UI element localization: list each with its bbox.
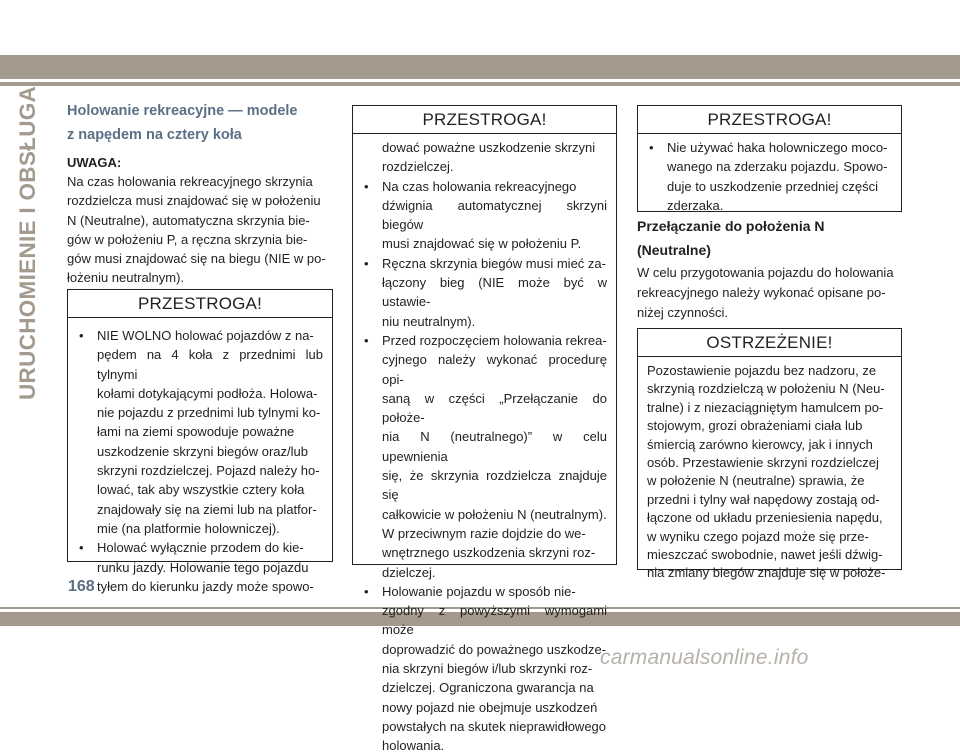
caution-item: • Holować wyłącznie przodem do kie- runku jazdy. Holowanie tego pojazdu tyłem do kierunku jazdy może spowo- (77, 538, 323, 596)
header-band (0, 55, 960, 79)
subsection-heading: Przełączanie do położenia N (Neutralne) (637, 218, 825, 258)
warning-box-neutral (637, 328, 902, 581)
caution-item: • Holowanie pojazdu w sposób nie- zgodny z powyższymi wymogami może doprowadzić do poważnego uszkodze- nia skrzyni biegów i/lub skrzynki roz- dzielczej. Ograniczona gwarancja na nowy pojazd nie obejmuje uszkodzeń powstałych na skutek nieprawidłowego holowania. (362, 582, 607, 756)
caution-box-continued (352, 105, 617, 754)
caution-item: • Na czas holowania rekreacyjnego dźwignia automatycznej skrzyni biegów musi znajdować się w położeniu P. (362, 177, 607, 254)
watermark: carmanualsonline.info (600, 646, 809, 669)
note-text: Na czas holowania rekreacyjnego skrzynia rozdzielcza musi znajdować się w położeniu N (Neutralne), automatyczna skrzynia bie- gów w położeniu P, a ręczna skrzynia bie- gów musi znajdować się na biegu (NIE w po- łożeniu neutralnym). (67, 174, 326, 286)
caution-item: • Przed rozpoczęciem holowania rekrea- cyjnego należy wykonać procedurę opi- saną w części „Przełączanie do położe- nia N (neutralnego)” w celu upewnienia się, że skrzynia rozdzielcza znajduje się całkowicie w położeniu N (neutralnym). W przeciwnym razie dojdzie do we- wnętrznego uszkodzenia skrzyni roz- dzielczej. (362, 331, 607, 582)
warning-text: Pozostawienie pojazdu bez nadzoru, ze skrzynią rozdzielczą w położeniu N (Neu- tralne) i z niezaciągniętym hamulcem po- stojowym, grozi obrażeniami ciała lub śmiercią zarówno kierowcy, jak i innych osób. Przestawienie skrzyni rozdzielczej w położenie N (neutralne) sprawia, że przedni i tylny wał napędowy zostają od- łączone od układu przeniesienia napędu, w wyniku czego pojazd może się prze- mieszczać swobodnie, nawet jeśli dźwig- nia zmiany biegów znajduje się w położe- (647, 363, 886, 581)
caution-item: • NIE WOLNO holować pojazdów z na- pędem na 4 koła z przednimi lub tylnymi kołami dotykającymi podłoża. Holowa- nie pojazdu z przednimi lub tylnymi ko- łami na ziemi spowoduje poważne uszkodzenie skrzyni biegów oraz/lub skrzyni rozdzielczej. Pojazd należy ho- lować, tak aby wszystkie cztery koła znajdowały się na ziemi lub na platfor- mie (na platformie holowniczej). (77, 326, 323, 538)
header-rule (0, 82, 960, 86)
warning-heading: OSTRZEŻENIE! (638, 329, 901, 357)
intro-paragraph: W celu przygotowania pojazdu do holowania rekreacyjnego należy wykonać opisane po- niżej czynności. (637, 265, 894, 320)
caution-heading: PRZESTROGA! (68, 290, 332, 318)
caution-heading: PRZESTROGA! (638, 106, 901, 134)
chapter-side-tab: URUCHOMIENIE I OBSŁUGA (15, 85, 40, 400)
caution-item: • Ręczna skrzynia biegów musi mieć za- łączony bieg (NIE może być w ustawie- niu neutralnym). (362, 254, 607, 331)
caution-box-bumper (637, 105, 902, 212)
caution-heading: PRZESTROGA! (353, 106, 616, 134)
page-number: 168 (68, 578, 95, 595)
note-block (67, 153, 334, 288)
caution-item: • Nie używać haka holowniczego moco- wanego na zderzaku pojazdu. Spowo- duje to uszkodzenie przedniej części zderzaka. (647, 138, 892, 215)
section-title: Holowanie rekreacyjne — modele z napędem na cztery koła (67, 103, 298, 143)
caution-continuation: dować poważne uszkodzenie skrzyni rozdzielczej. (382, 140, 596, 175)
note-label: UWAGA: (67, 155, 122, 170)
